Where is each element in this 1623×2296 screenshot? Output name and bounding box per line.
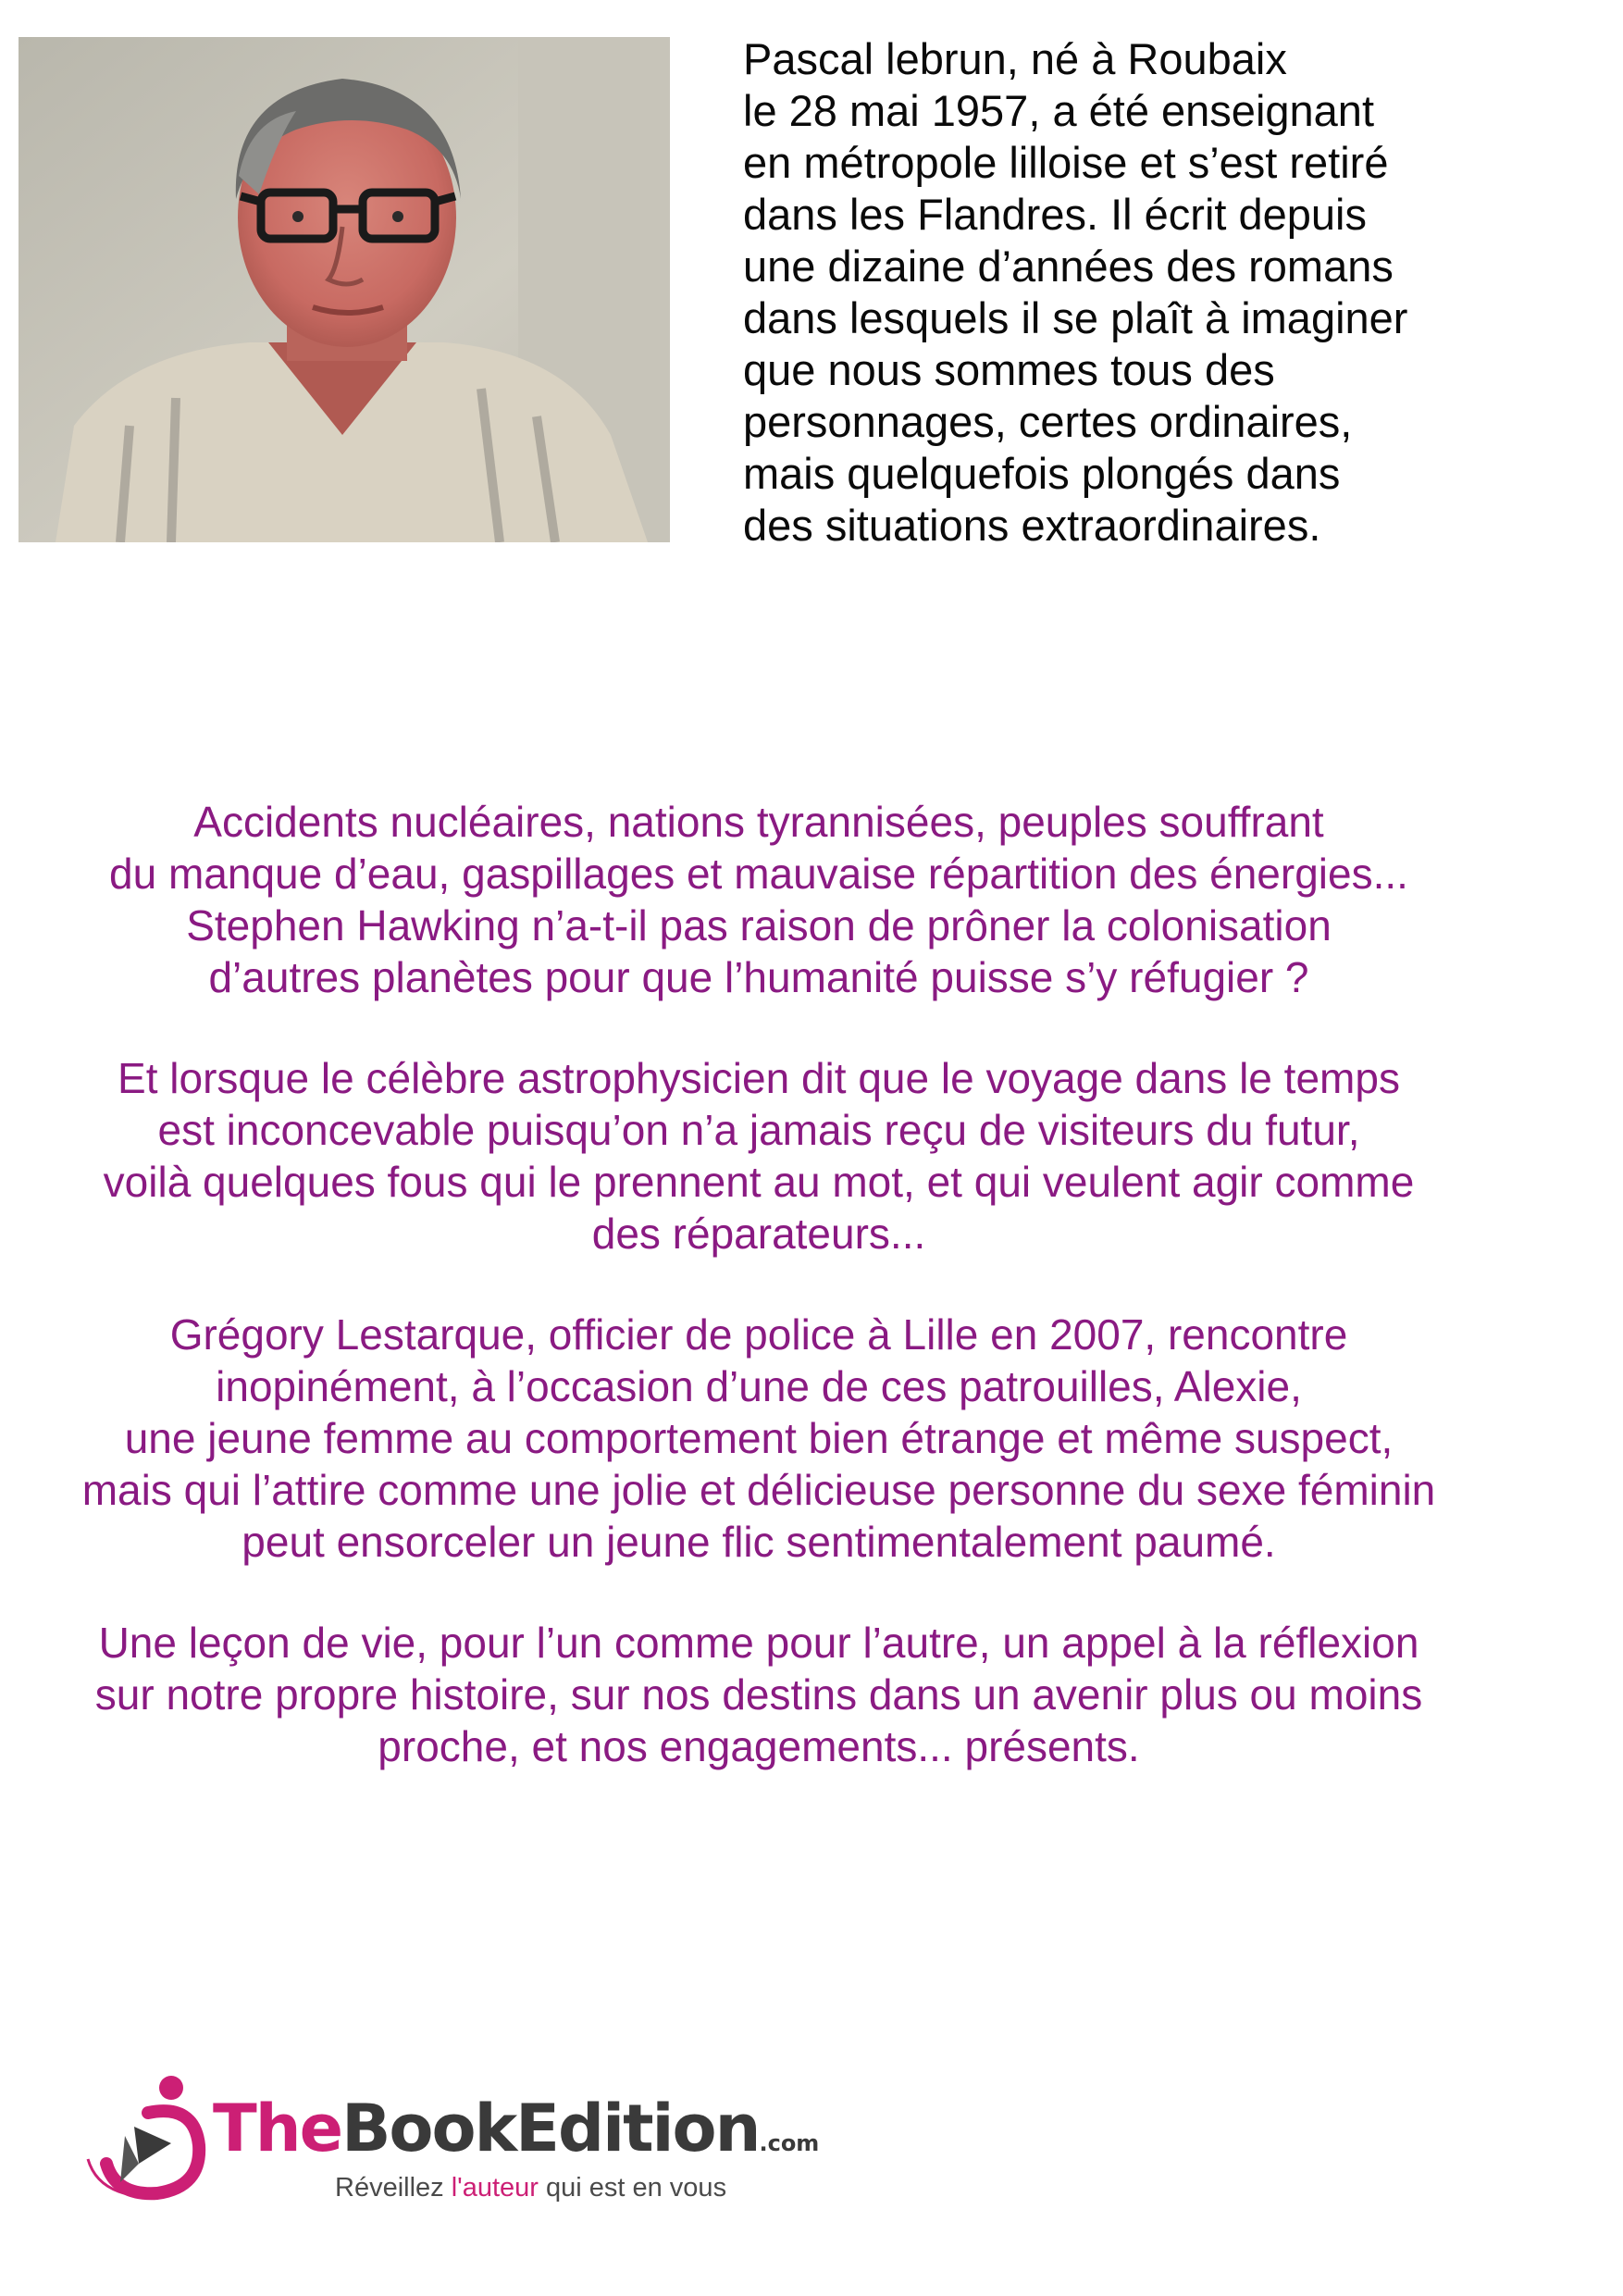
brand-the: The (213, 2091, 342, 2166)
blurb-line: d’autres planètes pour que l’humanité puisse s’y réfugier ? (208, 953, 1309, 1001)
blurb-line: Grégory Lestarque, officier de police à Lille en 2007, rencontre (169, 1310, 1348, 1359)
bio-line: en métropole lilloise et s’est retiré (743, 138, 1389, 187)
brand-book: Book (341, 2091, 516, 2166)
blurb-line: des réparateurs... (591, 1210, 926, 1258)
blurb-line: est inconcevable puisqu’on n’a jamais reçu de visiteurs du futur, (157, 1106, 1360, 1154)
tagline-end: qui est en vous (538, 2173, 727, 2203)
author-bio (743, 33, 1576, 552)
blurb-line: Accidents nucléaires, nations tyrannisées, peuples souffrant (193, 798, 1324, 846)
blurb-line: Et lorsque le célèbre astrophysicien dit que le voyage dans le temps (118, 1054, 1400, 1102)
bio-line: des situations extraordinaires. (743, 501, 1321, 550)
brand-domain: .com (759, 2130, 820, 2156)
bio-line: dans les Flandres. Il écrit depuis (743, 190, 1367, 239)
bio-line: dans lesquels il se plaît à imaginer (743, 293, 1408, 342)
bio-line: que nous sommes tous des (743, 345, 1275, 394)
blurb-paragraph (0, 1617, 1518, 1772)
blurb-line: sur notre propre histoire, sur nos destins dans un avenir plus ou moins (94, 1670, 1423, 1719)
author-photo (19, 37, 670, 542)
blurb-line: mais qui l’attire comme une jolie et délicieuse personne du sexe féminin (81, 1466, 1436, 1514)
blurb-line: Une leçon de vie, pour l’un comme pour l’autre, un appel à la réflexion (98, 1619, 1419, 1667)
tagline-start: Réveillez (335, 2173, 452, 2203)
bio-line: mais quelquefois plongés dans (743, 449, 1341, 498)
tagline-highlight: l'auteur (451, 2173, 539, 2203)
blurb-line: proche, et nos engagements... présents. (378, 1722, 1140, 1770)
blurb-line: du manque d’eau, gaspillages et mauvaise répartition des énergies... (109, 850, 1408, 898)
blurb-line: voilà quelques fous qui le prennent au mot, et qui veulent agir comme (103, 1158, 1415, 1206)
blurb-paragraph (0, 1309, 1518, 1568)
bio-line: Pascal lebrun, né à Roubaix (743, 34, 1287, 83)
blurb-line: Stephen Hawking n’a-t-il pas raison de prôner la colonisation (186, 901, 1332, 949)
brand-edition: Edition (515, 2091, 760, 2166)
bio-line: personnages, certes ordinaires, (743, 397, 1353, 446)
blurb-line: une jeune femme au comportement bien étrange et même suspect, (124, 1414, 1394, 1462)
blurb-paragraph (0, 1052, 1518, 1260)
bio-line: une dizaine d’années des romans (743, 242, 1394, 291)
blurb-line: inopinément, à l’occasion d’une de ces patrouilles, Alexie, (216, 1362, 1302, 1410)
blurb-paragraph (0, 796, 1518, 1003)
logo-figure-icon (83, 2071, 222, 2201)
brand-name (213, 2091, 819, 2180)
blurb-line: peut ensorceler un jeune flic sentimentalement paumé. (242, 1518, 1276, 1566)
brand-tagline (335, 2173, 726, 2203)
bio-line: le 28 mai 1957, a été enseignant (743, 86, 1375, 135)
book-blurb (0, 796, 1518, 1821)
publisher-logo (83, 2071, 824, 2219)
